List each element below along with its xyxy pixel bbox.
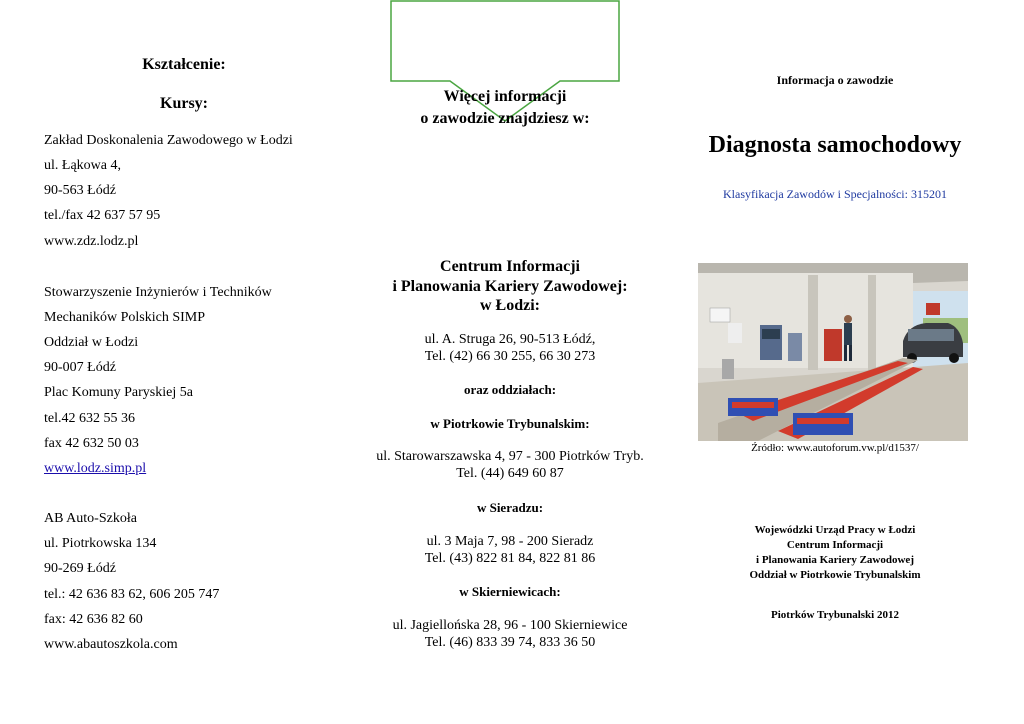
branches-intro: oraz oddziałach:: [463, 382, 557, 397]
photo-source: Źródło: www.autoforum.vw.pl/d1537/: [751, 442, 919, 454]
branch-3-phone: Tel. (46) 833 39 74, 833 36 50: [424, 635, 596, 650]
callout-line-2: o zawodzie znajdziesz w:: [420, 110, 590, 127]
center-address: ul. A. Struga 26, 90-513 Łódź,: [424, 332, 596, 347]
institution-2-line: Stowarzyszenie Inżynierów i Techników: [44, 285, 272, 300]
diagnostic-station-photo: [698, 263, 968, 441]
institution-3-line: fax: 42 636 82 60: [44, 612, 143, 627]
org-line-4: Oddział w Piotrkowie Trybunalskim: [749, 569, 921, 581]
institution-2-line: fax 42 632 50 03: [44, 436, 139, 451]
right-column: [690, 0, 980, 724]
center-phone: Tel. (42) 66 30 255, 66 30 273: [424, 349, 596, 364]
institution-1-website: www.zdz.lodz.pl: [44, 234, 139, 249]
institution-3-website: www.abautoszkola.com: [44, 637, 178, 652]
branch-2-address: ul. 3 Maja 7, 98 - 200 Sieradz: [426, 534, 594, 549]
classification-code: Klasyfikacja Zawodów i Specjalności: 315201: [723, 187, 947, 201]
education-heading: Kształcenie:: [142, 56, 226, 73]
institution-1-line: 90-563 Łódź: [44, 183, 116, 198]
org-line-3: i Planowania Kariery Zawodowej: [756, 554, 914, 566]
center-name-line-2: i Planowania Kariery Zawodowej:: [392, 278, 628, 295]
branch-1-address: ul. Starowarszawska 4, 97 - 300 Piotrków Tryb.: [376, 449, 644, 464]
institution-2-line: 90-007 Łódź: [44, 360, 116, 375]
left-column: [44, 0, 344, 724]
institution-1-line: tel./fax 42 637 57 95: [44, 208, 161, 223]
center-name-line-3: w Łodzi:: [480, 297, 540, 314]
institution-3-line: 90-269 Łódź: [44, 561, 116, 576]
institution-2-line: Oddział w Łodzi: [44, 335, 139, 350]
branch-2-phone: Tel. (43) 822 81 84, 822 81 86: [424, 551, 596, 566]
info-label: Informacja o zawodzie: [776, 73, 894, 87]
institution-2-line: Plac Komuny Paryskiej 5a: [44, 385, 193, 400]
institution-3-line: ul. Piotrkowska 134: [44, 536, 157, 551]
institution-3-line: tel.: 42 636 83 62, 606 205 747: [44, 587, 220, 602]
institution-1-line: ul. Łąkowa 4,: [44, 158, 121, 173]
branch-3-name: w Skierniewicach:: [459, 584, 561, 599]
center-name-line-1: Centrum Informacji: [440, 258, 580, 275]
institution-2-line: Mechaników Polskich SIMP: [44, 310, 205, 325]
courses-heading: Kursy:: [160, 95, 208, 112]
institution-1-line: Zakład Doskonalenia Zawodowego w Łodzi: [44, 133, 293, 148]
branch-1-name: w Piotrkowie Trybunalskim:: [430, 416, 590, 431]
branch-2-name: w Sieradzu:: [476, 500, 544, 515]
institution-3-line: AB Auto-Szkoła: [44, 511, 137, 526]
org-line-2: Centrum Informacji: [786, 539, 884, 551]
footer-year: Piotrków Trybunalski 2012: [771, 609, 899, 621]
page-title: Diagnosta samochodowy: [708, 132, 962, 158]
institution-2-line: tel.42 632 55 36: [44, 411, 135, 426]
branch-3-address: ul. Jagiellońska 28, 96 - 100 Skierniewice: [392, 618, 628, 633]
middle-column: [350, 0, 670, 724]
branch-1-phone: Tel. (44) 649 60 87: [456, 466, 564, 481]
institution-2-website-link[interactable]: www.lodz.simp.pl: [44, 461, 147, 476]
callout-line-1: Więcej informacji: [443, 88, 567, 105]
org-line-1: Wojewódzki Urząd Pracy w Łodzi: [754, 524, 916, 536]
